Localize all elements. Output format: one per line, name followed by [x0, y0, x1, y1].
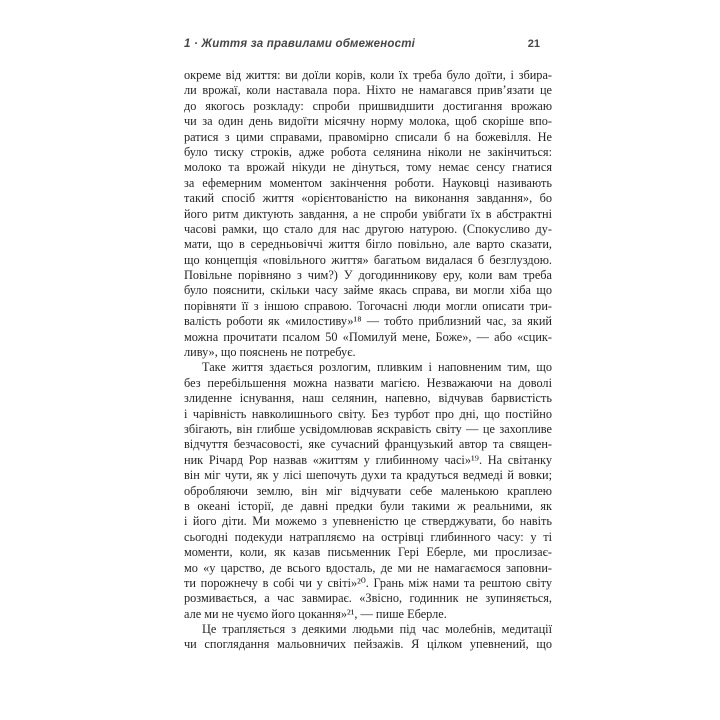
text-line: ливу», що пояснень не потребує. — [184, 345, 356, 360]
text-line: Це трапляється з деякими людьми під час молебнів, медитації — [202, 622, 552, 637]
text-line: Таке життя здається розлогим, пливким і наповненим тим, що — [202, 360, 552, 375]
text-line: він міг чути, як у лісі шепочуть духи та крадуться ведмеді й вовки; — [184, 468, 552, 483]
text-line: моменти, коли, як казав письменник Гері Еберле, ми прослизає- — [184, 545, 552, 560]
text-line: Повільне порівняно з чим?) У догодинникову еру, коли вам треба — [184, 268, 552, 283]
text-line: часові рамки, що стало для нас другою натурою. (Спокусливо ду- — [184, 221, 552, 236]
text-line: мо «у царство, де всього вдосталь, де ми не намагаємося заповни- — [184, 560, 552, 575]
text-line: можна прочитати псалом 50 «Помилуй мене, Боже», — або «сцик- — [184, 329, 552, 344]
text-line: без перебільшення можна назвати магією. Незважаючи на доволі — [184, 375, 552, 390]
text-line: сьогодні подекуди натрапляємо на острівці глибинного часу: у ті — [184, 529, 552, 544]
text-line: молоко та врожай нікуди не дінуться, тому немає сенсу гнатися — [184, 160, 552, 175]
text-line: було тиску строків, адже робота селянина ніколи не закінчиться: — [184, 144, 552, 159]
running-head: 1 · Життя за правилами обмеженості — [184, 38, 416, 50]
text-line: такий спосіб життя «орієнтованістю на виконання завдання», бо — [184, 191, 552, 206]
text-line: чи за один день видоїти місячну норму молока, щоб скоріше впо- — [184, 114, 552, 129]
text-line: розмивається, а час завмирає. «Звісно, годинник не зупиняється, — [184, 591, 552, 606]
text-line: окреме від життя: ви доїли корів, коли їх треба було доїти, і збира- — [184, 68, 552, 82]
text-line: чи споглядання мальовничих пейзажів. Я цілком упевнений, що — [184, 637, 552, 652]
text-line: обробляючи землю, він міг відчувати себе маленькою краплею — [184, 483, 552, 498]
text-line: ти порожнечу в собі чи у світі»²⁰. Грань між нами та рештою світу — [184, 575, 552, 590]
text-line: порівняти її з іншою справою. Тогочасні люди могли описати три- — [184, 298, 552, 313]
text-line: ник Річард Рор назвав «життям у глибинному часі»¹⁹. На світанку — [184, 452, 552, 467]
text-line: ли врожаї, коли наставала пора. Ніхто не намагався прив’язати це — [184, 83, 552, 98]
page-header — [184, 38, 540, 50]
text-line: але ми не чуємо його цокання»²¹, — пише Еберле. — [184, 606, 447, 621]
text-line: мати, що в середньовіччі життя бігло повільно, але варто сказати, — [184, 237, 552, 252]
text-line: що концепція «повільного життя» багатьом видалася б безглуздою. — [184, 252, 552, 267]
page-number: 21 — [527, 38, 540, 50]
text-line: і його діти. Ми можемо з упевненістю це стверджувати, бо навіть — [184, 514, 552, 529]
page-body-text — [184, 68, 552, 653]
text-line: відчуття безчасовості, яке сучасний французький автор та священ- — [184, 437, 552, 452]
text-line: за ефемерним моментом закінчення роботи. Науковці називають — [184, 175, 552, 190]
text-line: його ритм диктують завдання, а не спроби увібгати їх в абстрактні — [184, 206, 552, 221]
text-line: було пояснити, скільки часу займе якась справа, ви могли хіба що — [184, 283, 552, 298]
text-line: в океані історії, де давні предки були такими ж реальними, як — [184, 498, 552, 513]
text-line: до якогось розкладу: спроби пришвидшити достигання врожаю — [184, 98, 552, 113]
text-line: збігають, він глибше усвідомлював яскравість світу — це захопливе — [184, 421, 552, 436]
text-line: ратися з цими справами, правомірно списали б на божевілля. Не — [184, 129, 552, 144]
text-line: валість роботи як «милостиву»¹⁸ — тобто приблизний час, за який — [184, 314, 552, 329]
text-line: і чарівність навколишнього світу. Без турбот про дні, що постійно — [184, 406, 552, 421]
text-line: злиденне існування, наш селянин, напевно, відчував барвистість — [184, 391, 552, 406]
